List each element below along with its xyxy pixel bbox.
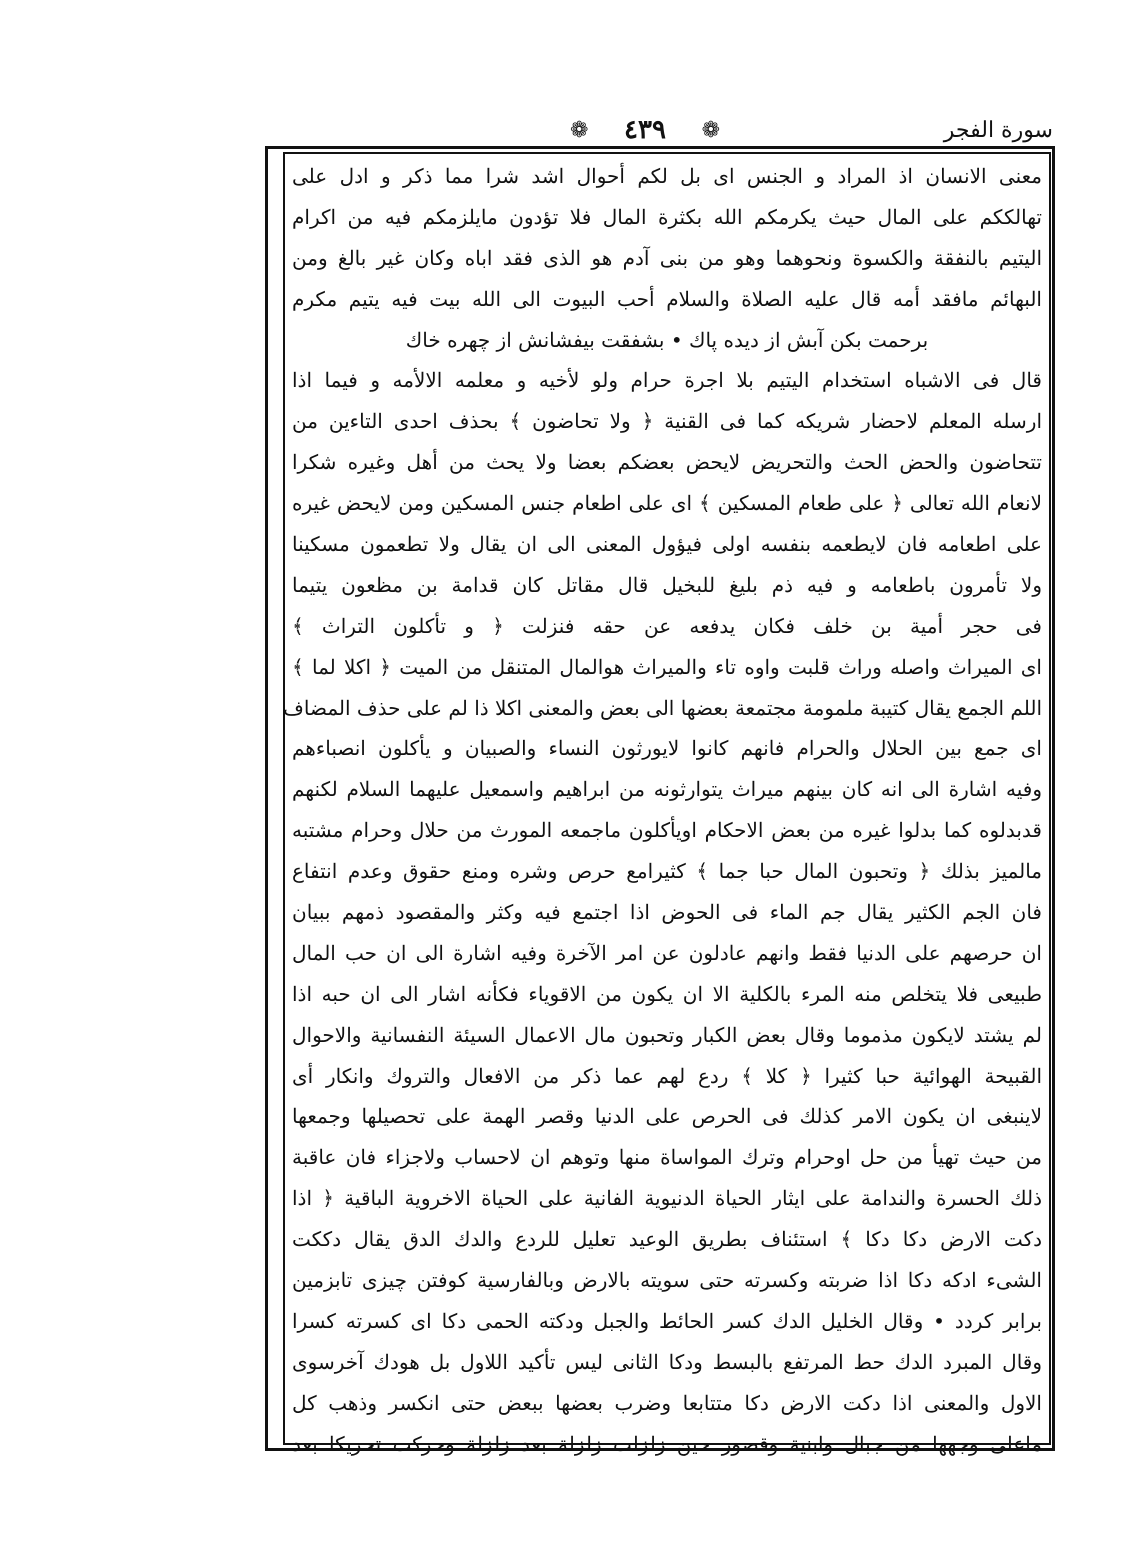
page-number-group [570, 114, 720, 148]
text-line: اى الميراث واصله وراث قلبت واوه تاء والميراث هوالمال المتنقل من الميت ﴿ اكلا لما ﴾ [292, 654, 1042, 679]
text-line: على اطعامه فان لايطعمه بنفسه اولى فيؤول المعنى الى ان يقال ولا تطعمون مسكينا [292, 532, 1042, 557]
text-line: فى حجر أمية بن خلف فكان يدفعه عن حقه فنزلت ﴿ و تأكلون التراث ﴾ [292, 613, 1042, 638]
text-line: فان الجم الكثير يقال جم الماء فى الحوض اذا اجتمع فيه وكثر والمقصود ذمهم ببيان [292, 900, 1042, 925]
surah-title: سورة الفجر [943, 118, 1053, 143]
text-line: اللم الجمع يقال كتيبة ملمومة مجتمعة بعضها الى بعض والمعنى اكلا ذا لم على حذف المضاف [283, 695, 1042, 720]
flower-ornament-icon: ❁ [570, 118, 589, 143]
text-line: وقال المبرد الدك حط المرتفع بالبسط ودكا الثانى ليس تأكيد اللاول بل هودك آخرسوى [292, 1349, 1043, 1374]
text-line: ذلك الحسرة والندامة على ايثار الحياة الدنيوية الفانية على الحياة الاخروية الباقية ﴿ اذا [292, 1186, 1042, 1211]
text-line: معنى الانسان اذ المراد و الجنس اى بل لكم أحوال اشد شرا مما ذكر و ادل على [292, 164, 1042, 188]
text-line: برابر كردد • وقال الخليل الدك كسر الحائط والجبل ودكته الحمى دكا اى كسرته كسرا [292, 1308, 1042, 1333]
flower-ornament-icon: ❁ [701, 118, 720, 143]
text-line: ولا تأمرون باطعامه و فيه ذم بليغ للبخيل قال مقاتل كان قدامة بن مظعون يتيما [292, 572, 1042, 597]
text-line: اليتيم بالنفقة والكسوة ونحوهما وهو من بنى آدم هو الذى فقد اباه وكان غير بالغ ومن [292, 245, 1042, 270]
text-line: لم يشتد لايكون مذموما وقال بعض الكبار وتحبون مال الاعمال السيئة النفسانية والاحوال [292, 1022, 1042, 1047]
text-line: دكت الارض دكا دكا ﴾ استئناف بطريق الوعيد تعليل للردع والدك الدق يقال دككت [292, 1227, 1042, 1252]
text-line: قال فى الاشباه استخدام اليتيم بلا اجرة حرام ولو لأخيه و معلمه الالأمه و فيما اذا [292, 368, 1042, 393]
text-line: الاول والمعنى اذا دكت الارض دكا متتابعا وضرب بعضها ببعض حتى انكسر وذهب كل [292, 1390, 1042, 1415]
text-line: القبيحة الهوائية حبا كثيرا ﴿ كلا ﴾ ردع لهم عما ذكر من الافعال والتروك وانكار أى [292, 1063, 1042, 1088]
text-line: مالميز بذلك ﴿ وتحبون المال حبا جما ﴾ كثيرامع حرص وشره ومنع حقوق وعدم انتفاع [292, 859, 1042, 884]
text-line: ارسله المعلم لاحضار شريكه كما فى القنية ﴿ ولا تحاضون ﴾ بحذف احدى التاءين من [292, 409, 1042, 434]
text-line: وفيه اشارة الى انه كان بينهم ميراث يتوارثونه من ابراهيم واسمعيل عليهما السلام لكنهم [292, 777, 1042, 802]
text-line: ان حرصهم على الدنيا فقط وانهم عادلون عن امر الآخرة وفيه اشارة الى ان حب المال [292, 940, 1042, 965]
text-line: لانعام الله تعالى ﴿ على طعام المسكين ﴾ اى على اطعام جنس المسكين ومن لايحض غيره [292, 491, 1042, 516]
text-line: طبيعى فلا يتخلص منه المرء بالكلية الا ان يكون من الاقوياء فكأنه اشار الى ان حبه اذا [292, 981, 1042, 1006]
text-line: تتحاضون والحض الحث والتحريض لايحض بعضكم بعضا ولا يحث من أهل وغيره شكرا [292, 450, 1042, 475]
text-line: البهائم مافقد أمه قال عليه الصلاة والسلام أحب البيوت الى الله بيت فيه يتيم مكرم [292, 286, 1042, 311]
text-line: لاينبغى ان يكون الامر كذلك فى الحرص على الدنيا وقصر الهمة على تحصيلها وجمعها [292, 1104, 1042, 1129]
page-number: ٤٣٩ [624, 115, 666, 145]
text-line: ماعلى وجهها من جبال وابنية وقصور حين زلزلت زلزلة بعد زلزلة وحركت تحريكا بعد [292, 1431, 1042, 1456]
text-line: قدبدلوه كما بدلوا غيره من بعض الاحكام اويأكلون ماجمعه المورث من حلال وحرام مشتبه [292, 818, 1042, 843]
text-line: الشىء ادكه دكا اذا ضربته وكسرته حتى سويته بالارض وبالفارسية كوفتن چيزى تابزمين [292, 1268, 1042, 1293]
commentary-text [283, 156, 1043, 1456]
persian-verse-line: برحمت بكن آبش از ديده پاك • بشفقت بيفشانش از چهره خاك [405, 327, 929, 352]
text-line: من حيث تهيأ من حل اوحرام وترك المواساة منها وتوهم ان لاحساب ولاجزاء فان عاقبة [292, 1145, 1042, 1170]
text-line: تهالككم على المال حيث يكرمكم الله بكثرة المال فلا تؤدون مايلزمكم فيه من اكرام [292, 204, 1042, 229]
text-line: اى جمع بين الحلال والحرام فانهم كانوا لايورثون النساء والصبيان و يأكلون انصباءهم [292, 736, 1042, 761]
